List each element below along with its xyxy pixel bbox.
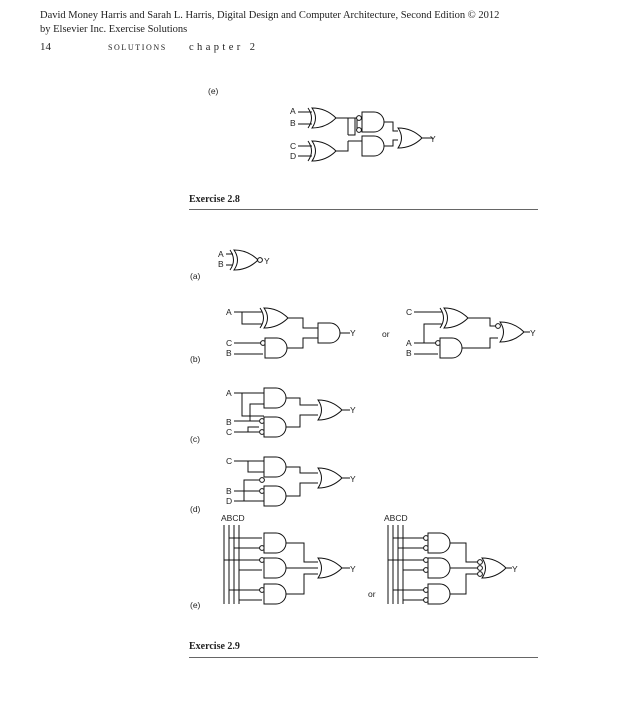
input-label-d: D (290, 151, 297, 161)
xor-gate (260, 308, 288, 328)
or-gate (482, 558, 506, 578)
and-gate (264, 457, 286, 477)
chapter-head: chapter 2 (189, 42, 259, 53)
bus-label-abcd: ABCD (384, 513, 408, 523)
input-label-c: C (226, 338, 233, 348)
copyright-line-1: David Money Harris and Sarah L. Harris, Digital Design and Computer Architecture, Second Edition © 2012 (40, 10, 500, 21)
input-label-c: C (406, 307, 413, 317)
and-gate (264, 533, 286, 553)
and-gate (428, 558, 450, 578)
figure-c (190, 388, 356, 444)
and-gate (318, 323, 340, 343)
and-gate (264, 417, 286, 437)
and-gate (264, 388, 286, 408)
output-label-y: Y (512, 564, 518, 574)
output-label-y: Y (350, 474, 356, 484)
and-gate (264, 558, 286, 578)
input-label-a: A (406, 338, 412, 348)
and-gate (265, 338, 287, 358)
or-gate (500, 322, 524, 342)
input-label-b: B (218, 259, 224, 269)
input-label-b: B (290, 118, 296, 128)
and-gate (264, 486, 286, 506)
or-separator: or (368, 589, 376, 599)
input-label-b: B (226, 417, 232, 427)
and-gate (264, 584, 286, 604)
part-label-a: (a) (190, 271, 201, 281)
or-gate (398, 128, 422, 148)
part-label-c: (c) (190, 434, 200, 444)
figure-top-e-label: (e) (208, 86, 219, 96)
or-gate (318, 400, 342, 420)
input-label-c: C (226, 427, 233, 437)
part-label-b: (b) (190, 354, 201, 364)
input-label-c: C (226, 456, 233, 466)
exercise-2-8-title: Exercise 2.8 (189, 194, 240, 205)
and-gate (428, 533, 450, 553)
bus-label-abcd: ABCD (221, 513, 245, 523)
part-label-e: (e) (190, 600, 201, 610)
input-label-a: A (226, 307, 232, 317)
input-label-b: B (226, 348, 232, 358)
figure-b-left (190, 307, 356, 364)
running-head: SOLUTIONS (108, 43, 167, 52)
input-label-a: A (290, 106, 296, 116)
input-label-c: C (290, 141, 297, 151)
xor-gate (230, 250, 258, 270)
or-gate (318, 468, 342, 488)
and-gate (362, 136, 384, 156)
output-label-y: Y (264, 256, 270, 266)
output-label-y: Y (350, 564, 356, 574)
figure-e-left (190, 513, 356, 610)
input-label-a: A (226, 388, 232, 398)
xor-gate (440, 308, 468, 328)
input-label-b: B (226, 486, 232, 496)
exercise-2-9-title: Exercise 2.9 (189, 641, 240, 652)
figure-top-e (208, 86, 436, 161)
figure-d (190, 456, 356, 514)
or-separator: or (382, 329, 390, 339)
figure-e-right (384, 513, 518, 604)
xor-gate (308, 141, 336, 161)
and-gate (362, 112, 384, 132)
xor-gate (308, 108, 336, 128)
figure-a (190, 249, 270, 281)
page-number: 14 (40, 41, 51, 53)
input-label-d: D (226, 496, 233, 506)
input-label-a: A (218, 249, 224, 259)
and-gate (440, 338, 462, 358)
part-label-d: (d) (190, 504, 201, 514)
and-gate (428, 584, 450, 604)
output-label-y: Y (350, 405, 356, 415)
figure-b-right (406, 307, 536, 358)
input-label-b: B (406, 348, 412, 358)
or-gate (318, 558, 342, 578)
output-label-y: Y (430, 134, 436, 144)
copyright-line-2: by Elsevier Inc. Exercise Solutions (40, 24, 188, 35)
output-label-y: Y (350, 328, 356, 338)
output-label-y: Y (530, 328, 536, 338)
